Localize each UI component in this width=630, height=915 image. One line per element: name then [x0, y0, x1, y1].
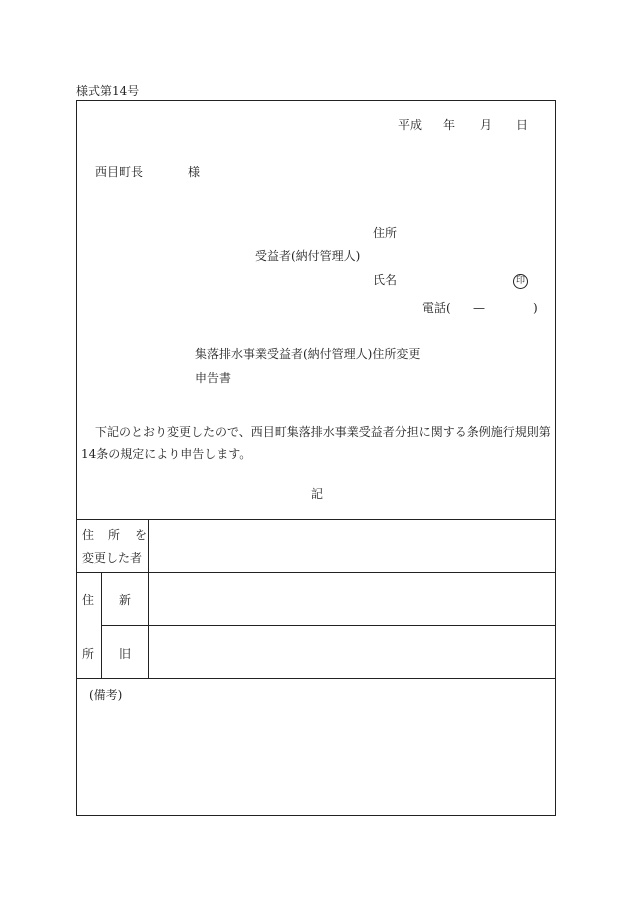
body-line1: 下記のとおり変更したので、西目町集落排水事業受益者分担に関する条例施行規則第 — [95, 425, 551, 439]
date-month: 月 — [480, 118, 493, 132]
date-day: 日 — [516, 118, 529, 132]
applicant-role-label: 受益者(納付管理人) — [255, 249, 361, 263]
address-subdivider — [101, 572, 102, 678]
table-row-line-2 — [101, 625, 555, 626]
table-label-divider — [148, 519, 149, 678]
form-box: 平成 年 月 日 西目町長 様 住所 受益者(納付管理人) 氏名 印 電話( — ) 集落排水事業受益者(納付管理人)住所変更 申告書 下記のとおり変更したので、西目町集落排水事業受益者分担に関する条例施行規則第 14条の規定により申告します。 記 住 所 を 変更した者 住 所 新 旧 (備考) — [76, 100, 556, 816]
phone-label: 電話( — [422, 301, 451, 315]
seal-mark — [513, 272, 528, 289]
address-label: 住所 — [373, 226, 398, 240]
changer-label-line2: 変更した者 — [82, 551, 143, 565]
new-address-label: 新 — [119, 593, 132, 607]
phone-close: ) — [533, 301, 538, 315]
date-year: 年 — [443, 118, 456, 132]
addressee-name: 西目町長 — [95, 165, 144, 179]
title-line2: 申告書 — [195, 371, 232, 385]
name-label: 氏名 — [373, 273, 398, 287]
remarks-label: (備考) — [89, 688, 123, 702]
seal-icon: 印 — [513, 274, 528, 289]
addressee-honorific: 様 — [188, 165, 201, 179]
table-bottom-line — [77, 678, 555, 679]
body-line2: 14条の規定により申告します。 — [81, 447, 252, 461]
old-address-label: 旧 — [119, 647, 132, 661]
title-line1: 集落排水事業受益者(納付管理人)住所変更 — [195, 347, 421, 361]
ki-label: 記 — [311, 487, 324, 501]
address-label-top: 住 — [82, 593, 95, 607]
date-era: 平成 — [398, 118, 423, 132]
phone-dash: — — [473, 301, 485, 315]
address-label-bottom: 所 — [82, 647, 95, 661]
form-number: 様式第14号 — [76, 84, 140, 98]
